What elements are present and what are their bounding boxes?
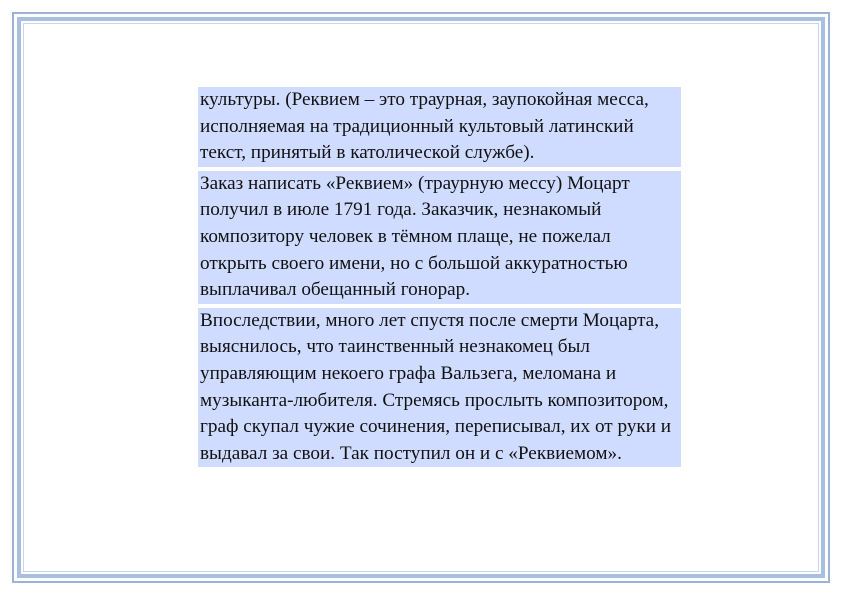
paragraph-requiem-definition: культуры. (Реквием – это траурная, заупокойная месса, исполняемая на традиционный культовый латинский текст, принятый в католической службе). [198,87,681,167]
paragraph-mystery-revealed: Впоследствии, много лет спустя после смерти Моцарта, выяснилось, что таинственный незнакомец был управляющим некоего графа Вальзега, меломана и музыканта-любителя. Стремясь прослыть композитором, граф скупал чужие сочинения, переписывал, их от руки и выдавал за свои. Так поступил он и с «Реквиемом». [198,308,681,468]
text-block [198,87,681,467]
paragraph-commission: Заказ написать «Реквием» (траурную мессу) Моцарт получил в июле 1791 года. Заказчик, незнакомый композитору человек в тёмном плаще, не пожелал открыть своего имени, но с большой аккуратностью выплачивал обещанный гонорар. [198,171,681,304]
